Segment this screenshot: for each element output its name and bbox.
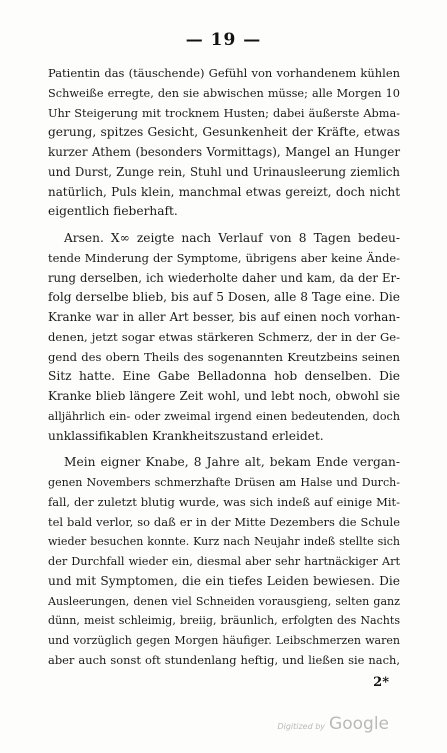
text-line: denen, jetzt sogar etwas stärkeren Schmerz, der in der Ge- — [48, 329, 400, 344]
text-line: dünn, meist schleimig, breiig, bräunlich, erfolgten des Nachts — [48, 614, 400, 628]
text-line: alljährlich ein- oder zweimal irgend einen bedeutenden, doch — [48, 409, 400, 423]
text-line: und Durst, Zunge rein, Stuhl und Urinausleerung ziemlich — [48, 164, 400, 179]
watermark-by-text: Digitized by — [277, 722, 326, 731]
text-line: Mein eigner Knabe, 8 Jahre alt, bekam Ende vergan- — [64, 455, 400, 470]
signature-mark: 2* — [373, 675, 389, 690]
text-line: Sitz hatte. Eine Gabe Belladonna hob denselben. Die — [48, 369, 400, 384]
text-line: unklassifikablen Krankheitszustand erleidet. — [48, 428, 324, 443]
text-line: wieder besuchen konnte. Kurz nach Neujahr indeß stellte sich — [48, 535, 400, 549]
text-line: eigentlich fieberhaft. — [48, 204, 178, 219]
text-line: der Durchfall wieder ein, diesmal aber sehr hartnäckiger Art — [48, 555, 400, 568]
text-line: tel bald verlor, so daß er in der Mitte Dezembers die Schule — [48, 514, 400, 529]
text-line: Kranke blieb längere Zeit wohl, und lebt noch, obwohl sie — [48, 389, 400, 403]
digitization-watermark — [277, 714, 389, 734]
text-line: kurzer Athem (besonders Vormittags), Mangel an Hunger — [48, 145, 400, 159]
paragraph-2 — [48, 229, 400, 446]
paragraph-3 — [48, 453, 400, 670]
text-line: und vorzüglich gegen Morgen häufiger. Leibschmerzen waren — [48, 634, 400, 647]
text-line: gerung, spitzes Gesicht, Gesunkenheit der Kräfte, etwas — [48, 125, 400, 140]
text-line: Schweiße erregte, den sie abwischen müsse; alle Morgen 10 — [48, 86, 400, 100]
text-line: aber auch sonst oft stundenlang heftig, und ließen sie nach, — [48, 652, 400, 667]
text-line: Patientin das (täuschende) Gefühl von vorhandenem kühlen — [48, 66, 400, 80]
body-text — [48, 64, 400, 671]
text-line: Ausleerungen, denen viel Schneiden vorausgieng, selten ganz — [48, 594, 400, 608]
page-number-header: — 19 — — [185, 30, 262, 50]
paragraph-gap — [48, 222, 400, 229]
text-line: natürlich, Puls klein, manchmal etwas gereizt, doch nicht — [48, 184, 400, 199]
text-line: gend des obern Theils des sogenannten Kreutzbeins seinen — [48, 349, 400, 364]
text-line: tende Minderung der Symptome, übrigens aber keine Ände- — [48, 250, 400, 265]
text-line: fall, der zuletzt blutig wurde, was sich indeß auf einige Mit- — [48, 494, 400, 509]
text-line: und mit Symptomen, die ein tiefes Leiden bewiesen. Die — [48, 573, 400, 588]
paragraph-1 — [48, 64, 400, 222]
google-logo: Google — [329, 714, 389, 734]
text-line: Kranke war in aller Art besser, bis auf einen noch vorhan- — [48, 310, 400, 324]
text-line: Arsen. X∞ zeigte nach Verlauf von 8 Tagen bedeu- — [64, 231, 400, 245]
text-line: rung derselben, ich wiederholte daher und kam, da der Er- — [48, 270, 400, 285]
text-line: genen Novembers schmerzhafte Drüsen am Halse und Durch- — [48, 476, 400, 489]
paragraph-gap — [48, 446, 400, 453]
text-line: Uhr Steigerung mit trocknem Husten; dabei äußerste Abma- — [48, 106, 400, 120]
text-line: folg derselbe blieb, bis auf 5 Dosen, alle 8 Tage eine. Die — [48, 290, 400, 305]
